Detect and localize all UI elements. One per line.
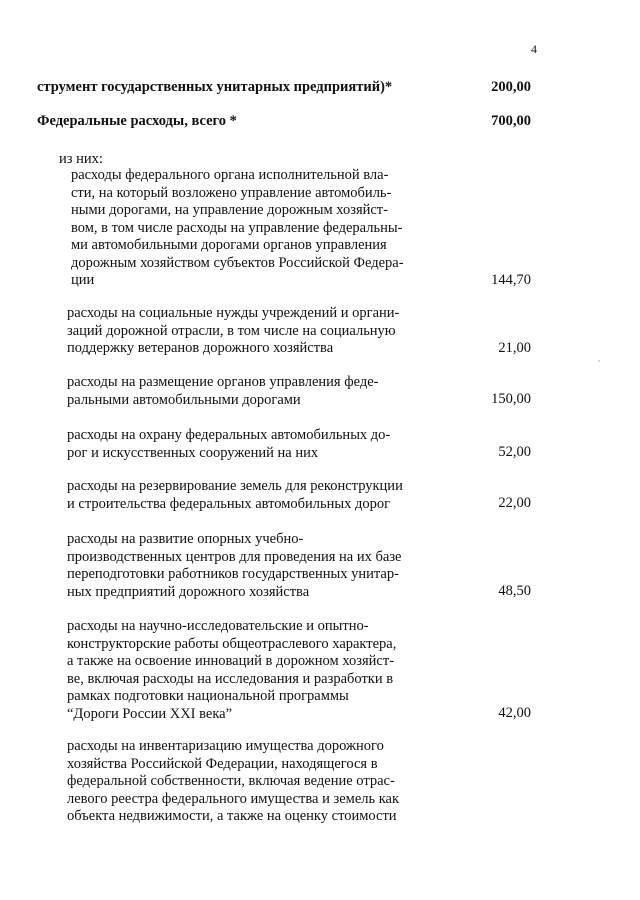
line-instrument-amount: 200,00 — [491, 79, 531, 95]
list-item-amount: 22,00 — [498, 495, 531, 511]
list-item-amount: 42,00 — [498, 705, 531, 721]
list-item-text: расходы на развитие опорных учебно- производственных центров для проведения на их базе переподготовки работников государственных унитар- ных предприятий дорожного хозяйства — [67, 531, 402, 600]
line-instrument-text: струмент государственных унитарных предприятий)* — [37, 79, 393, 95]
list-item-text: расходы на научно-исследовательские и опытно- конструкторские работы общеотраслевого характера, а также на освоение инноваций в дорожном хозяйст- ве, включая расходы на исследования и разработки в рамках подготовки национальной программы “Дороги России XXI века” — [67, 618, 397, 722]
list-item-amount: 144,70 — [491, 272, 531, 288]
list-item-amount: 150,00 — [491, 391, 531, 407]
list-item-text: расходы на социальные нужды учреждений и органи- заций дорожной отрасли, в том числе на социальную поддержку ветеранов дорожного хозяйства — [67, 305, 400, 356]
list-item-text: расходы федерального органа исполнительной вла- сти, на который возложено управление автомобиль- ными дорогами, на управление дорожным хозяйст- вом, в том числе расходы на управление федеральны- ми автомобильными дорогами органов управления дорожным хозяйством субъектов Российской Федера- ции — [71, 167, 404, 288]
list-item-amount: 21,00 — [498, 340, 531, 356]
list-item-amount: 48,50 — [498, 583, 531, 599]
of-which-label: из них: — [59, 151, 103, 167]
scan-speck — [598, 360, 600, 362]
list-item-text: расходы на инвентаризацию имущества дорожного хозяйства Российской Федерации, находящегося в федеральной собственности, включая ведение отрас- левого реестра федерального имущества и земель как объекта недвижимости, а также на оценку стоимости — [67, 738, 400, 824]
page-number: 4 — [531, 42, 537, 56]
list-item-text: расходы на резервирование земель для реконструкции и строительства федеральных автомобильных дорог — [67, 478, 403, 512]
line-federal-total-amount: 700,00 — [491, 113, 531, 129]
list-item-text: расходы на охрану федеральных автомобильных до- рог и искусственных сооружений на них — [67, 427, 391, 461]
line-federal-total-text: Федеральные расходы, всего * — [37, 113, 237, 129]
list-item-amount: 52,00 — [498, 444, 531, 460]
list-item-text: расходы на размещение органов управления феде- ральными автомобильными дорогами — [67, 374, 379, 408]
